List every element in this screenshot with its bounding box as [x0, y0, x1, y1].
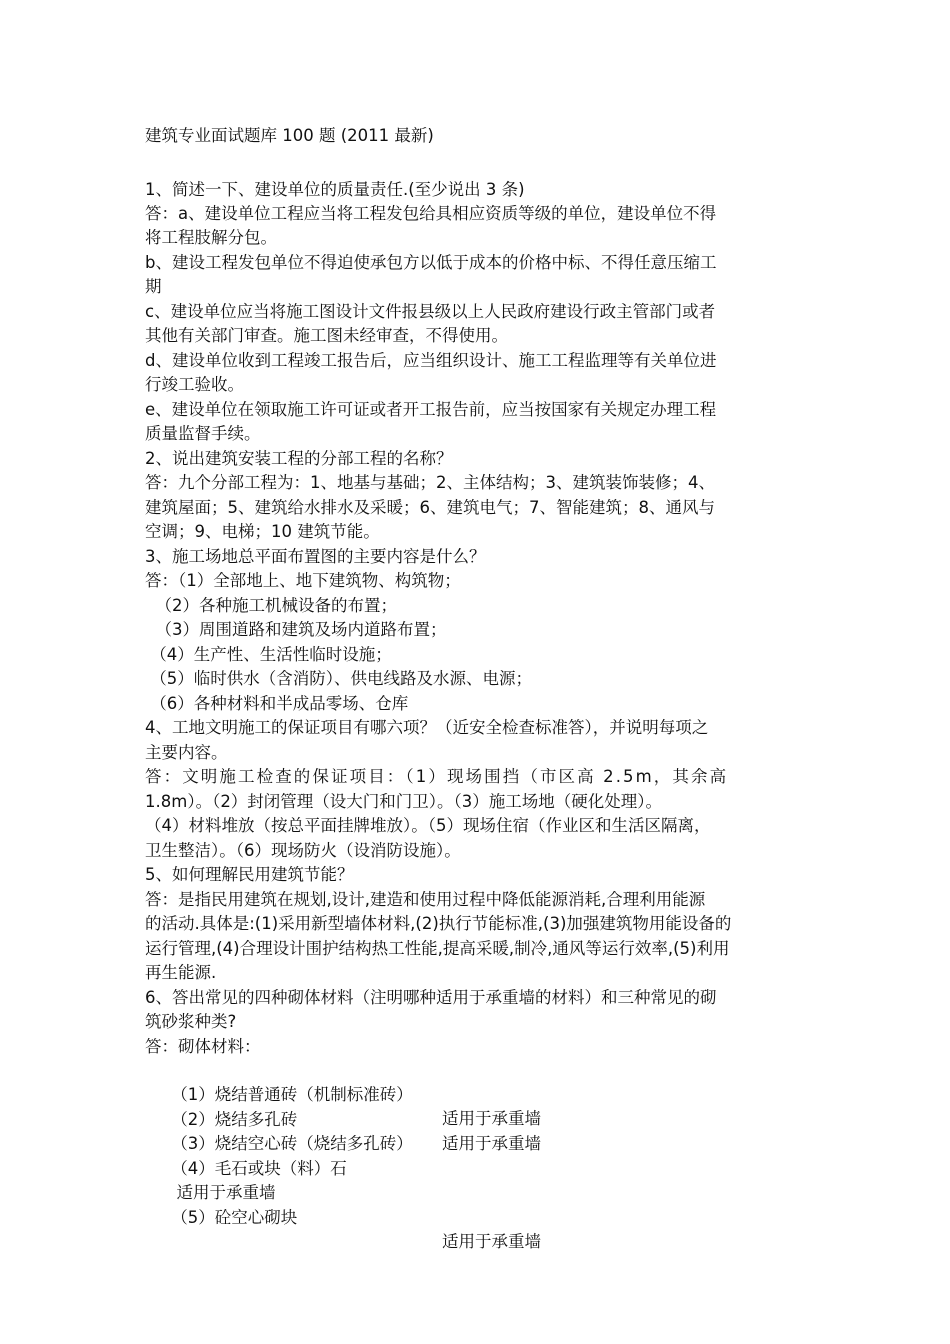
material-name: （3）烧结空心砖（烧结多孔砖） [165, 1134, 413, 1153]
answer-1-line: 行竣工验收。 [145, 375, 244, 394]
question-2: 2、说出建筑安装工程的分部工程的名称？ [145, 449, 453, 468]
question-4: 4、工地文明施工的保证项目有哪六项？（近安全检查标准答），并说明每项之 [145, 718, 709, 737]
material-name: 适用于承重墙 [165, 1183, 276, 1202]
question-4-line: 主要内容。 [145, 743, 228, 762]
answer-1-line: 将工程肢解分包。 [145, 228, 277, 247]
answer-6-line: 答：砌体材料： [145, 1037, 261, 1056]
answer-3-line: （6）各种材料和半成品零场、仓库 [145, 694, 409, 713]
answer-5-line: 再生能源. [145, 963, 217, 982]
answer-3-line: （5）临时供水（含消防）、供电线路及水源、电源； [145, 669, 532, 688]
answer-5-line: 的活动.具体是:(1)采用新型墙体材料,(2)执行节能标准,(3)加强建筑物用能设备的 [145, 914, 732, 933]
answer-3-line: （4）生产性、生活性临时设施； [145, 645, 392, 664]
answer-1-line: 其他有关部门审查。施工图未经审查，不得使用。 [145, 326, 508, 345]
answer-2-line: 建筑屋面；5、建筑给水排水及采暖；6、建筑电气；7、智能建筑；8、通风与 [145, 498, 715, 517]
answer-4-line: （4）材料堆放（按总平面挂牌堆放）。（5）现场住宿（作业区和生活区隔离， [145, 816, 711, 835]
answer-1-line: 期 [145, 277, 162, 296]
question-5: 5、如何理解民用建筑节能？ [145, 865, 354, 884]
material-note: 适用于承重墙 [442, 1134, 541, 1153]
answer-1-line: d、建设单位收到工程竣工报告后，应当组织设计、施工工程监理等有关单位进 [145, 351, 717, 370]
question-3: 3、施工场地总平面布置图的主要内容是什么？ [145, 547, 486, 566]
document-title: 建筑专业面试题库 100 题 (2011 最新) [145, 126, 434, 145]
answer-1-line: c、建设单位应当将施工图设计文件报县级以上人民政府建设行政主管部门或者 [145, 302, 716, 321]
material-name: （2）烧结多孔砖 [165, 1110, 298, 1129]
answer-3-line: 答：（1）全部地上、地下建筑物、构筑物； [145, 571, 461, 590]
answer-1-line: b、建设工程发包单位不得迫使承包方以低于成本的价格中标、不得任意压缩工 [145, 253, 717, 272]
answer-2-line: 空调；9、电梯；10 建筑节能。 [145, 522, 380, 541]
answer-3-line: （3）周围道路和建筑及场内道路布置； [145, 620, 447, 639]
material-row [145, 1182, 805, 1278]
material-note: 适用于承重墙 [442, 1109, 541, 1128]
answer-5-line: 运行管理,(4)合理设计围护结构热工性能,提高采暖,制冷,通风等运行效率,(5)利用 [145, 939, 730, 958]
question-6-line: 筑砂浆种类? [145, 1012, 237, 1031]
answer-1-line: 答：a、建设单位工程应当将工程发包给具相应资质等级的单位，建设单位不得 [145, 204, 717, 223]
question-1: 1、简述一下、建设单位的质量责任.(至少说出 3 条) [145, 180, 525, 199]
answer-1-line: 质量监督手续。 [145, 424, 261, 443]
answer-5-line: 答：是指民用建筑在规划,设计,建造和使用过程中降低能源消耗,合理利用能源 [145, 890, 706, 909]
answer-4-line: 卫生整洁）。（6）现场防火（设消防设施）。 [145, 841, 461, 860]
answer-4-line: 1.8m）。（2）封闭管理（设大门和门卫）。（3）施工场地（硬化处理）。 [145, 792, 663, 811]
answer-3-line: （2）各种施工机械设备的布置； [145, 596, 397, 615]
material-note: 适用于承重墙 [442, 1232, 541, 1251]
material-name: （5）砼空心砌块 [165, 1208, 298, 1227]
answer-1-line: e、建设单位在领取施工许可证或者开工报告前，应当按国家有关规定办理工程 [145, 400, 717, 419]
answer-2-line: 答：九个分部工程为：1、地基与基础；2、主体结构；3、建筑装饰装修；4、 [145, 473, 715, 492]
material-name: （4）毛石或块（料）石 [165, 1159, 347, 1178]
answer-4-line: 答：文明施工检查的保证项目：（1）现场围挡（市区高 2.5m，其余高 [145, 767, 729, 786]
material-name: （1）烧结普通砖（机制标准砖） [165, 1085, 413, 1104]
question-6: 6、答出常见的四种砌体材料（注明哪种适用于承重墙的材料）和三种常见的砌 [145, 988, 717, 1007]
